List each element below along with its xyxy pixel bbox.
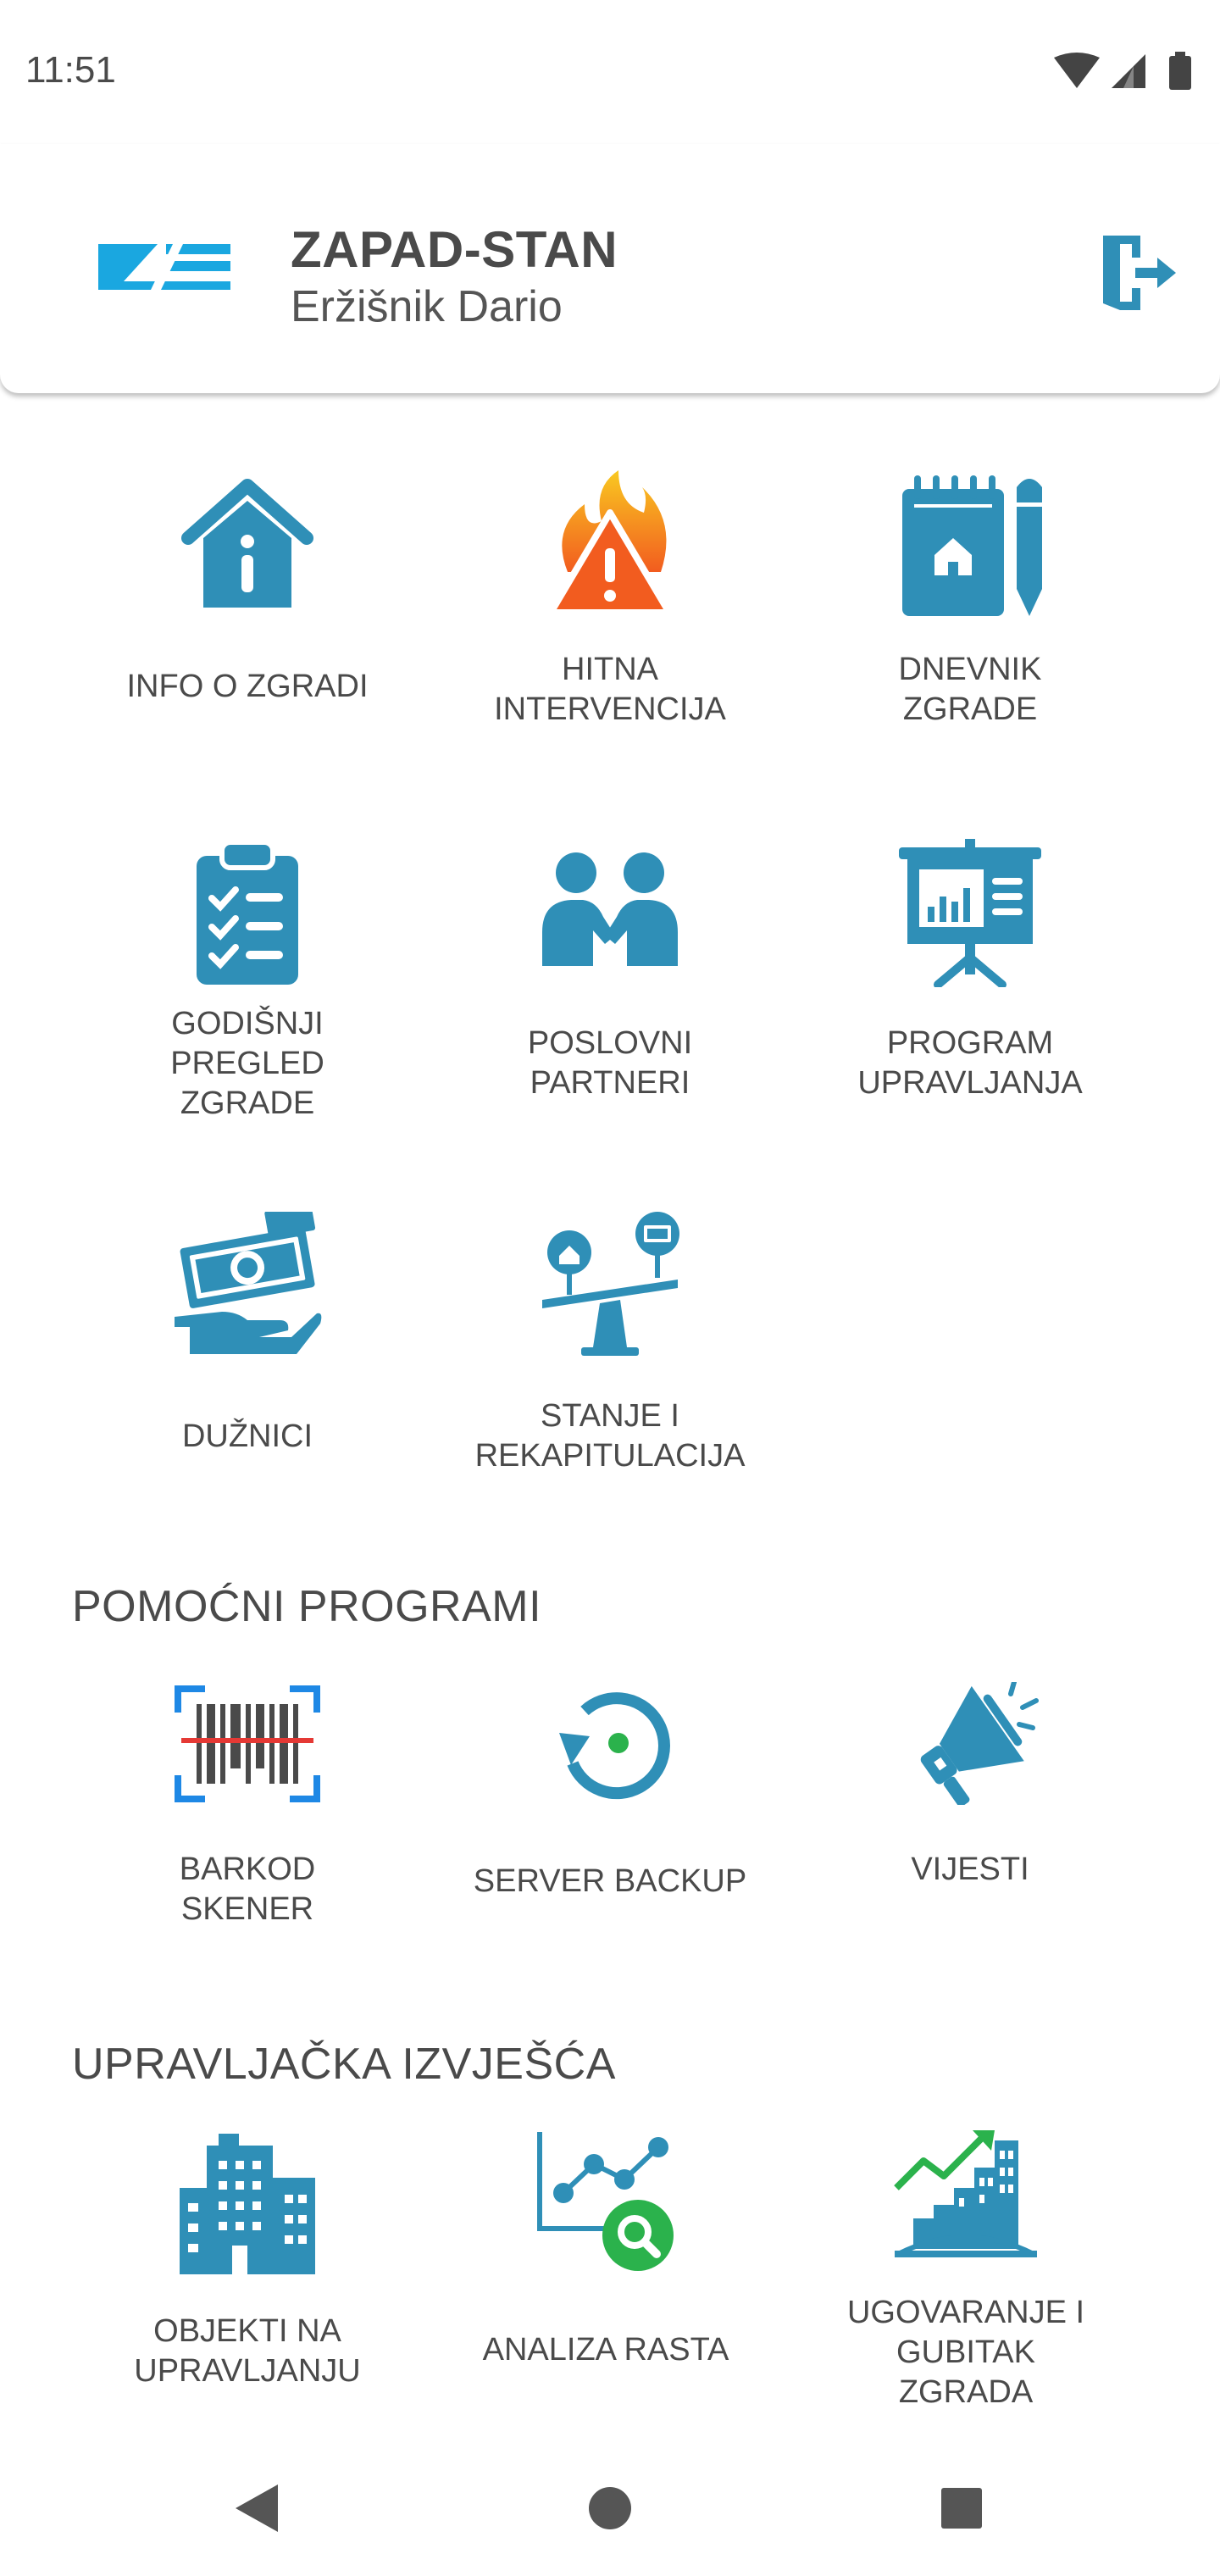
tile-label: HITNA INTERVENCIJA: [494, 652, 726, 727]
tile-label: POSLOVNI PARTNERI: [527, 1025, 693, 1101]
tile-label: DUŽNICI: [181, 1418, 313, 1454]
tile-ugovaranje-gubitak[interactable]: [788, 2127, 1144, 2415]
tile-label: GODIŠNJI PREGLED ZGRADE: [170, 1006, 324, 1121]
section-title-izvjesca: UPRAVLJAČKA IZVJEŠĆA: [72, 2040, 616, 2089]
balance-scale-icon: [534, 1212, 686, 1360]
tile-info-o-zgradi[interactable]: [69, 470, 425, 724]
tile-stanje-rekapitulacija[interactable]: [432, 1212, 788, 1491]
section-title-pomocni: POMOĆNI PROGRAMI: [72, 1582, 542, 1631]
tile-label: OBJEKTI NA UPRAVLJANJU: [134, 2313, 361, 2389]
wifi-icon: [1054, 53, 1100, 88]
growth-analysis-icon: [530, 2127, 682, 2275]
buildings-icon: [171, 2127, 324, 2275]
tile-label: BARKOD SKENER: [179, 1852, 316, 1927]
tile-barkod-skener[interactable]: [69, 1682, 425, 1953]
tile-godisnji-pregled[interactable]: [69, 839, 425, 1127]
tile-label: PROGRAM UPRAVLJANJA: [857, 1025, 1083, 1101]
battery-icon: [1169, 56, 1191, 90]
house-info-icon: [171, 470, 324, 614]
tile-duznici[interactable]: [69, 1212, 425, 1483]
status-time: 11:51: [25, 49, 116, 91]
status-bar: [0, 0, 1220, 144]
tile-poslovni-partneri[interactable]: [432, 839, 788, 1119]
notebook-pencil-icon: [894, 470, 1046, 619]
tile-vijesti[interactable]: [792, 1682, 1148, 1928]
user-name: Eržišnik Dario: [291, 282, 563, 331]
tile-label: STANJE I REKAPITULACIJA: [474, 1398, 746, 1474]
tile-server-backup[interactable]: [432, 1682, 788, 1928]
money-hand-icon: [171, 1212, 324, 1360]
company-logo: [98, 244, 230, 290]
backup-restore-icon: [534, 1682, 686, 1805]
fire-warning-icon: [534, 470, 686, 619]
status-icons: [1045, 51, 1198, 93]
city-growth-icon: [890, 2127, 1042, 2275]
navigation-bar: [0, 2440, 1220, 2576]
tile-dnevnik-zgrade[interactable]: [792, 470, 1148, 750]
tile-program-upravljanja[interactable]: [792, 839, 1148, 1119]
logout-icon[interactable]: [1098, 232, 1179, 314]
company-name: ZAPAD-STAN: [291, 221, 618, 278]
tile-hitna-intervencija[interactable]: [432, 470, 788, 750]
tile-analiza-rasta[interactable]: [428, 2127, 784, 2381]
megaphone-icon: [894, 1682, 1046, 1805]
app-header: [0, 144, 1220, 393]
barcode-scanner-icon: [171, 1682, 324, 1805]
recent-apps-icon[interactable]: [919, 2466, 1004, 2551]
tile-label: ANALIZA RASTA: [482, 2332, 729, 2368]
tile-label: DNEVNIK ZGRADE: [898, 652, 1042, 727]
tile-label: SERVER BACKUP: [473, 1863, 747, 1899]
tile-label: VIJESTI: [911, 1852, 1029, 1887]
back-icon[interactable]: [212, 2466, 297, 2551]
clipboard-checklist-icon: [171, 839, 324, 987]
presentation-board-icon: [894, 839, 1046, 987]
handshake-partners-icon: [534, 839, 686, 987]
tile-objekti-na-upravljanju[interactable]: [69, 2127, 425, 2398]
tile-label: INFO O ZGRADI: [126, 669, 369, 704]
home-icon[interactable]: [568, 2466, 652, 2551]
tile-label: UGOVARANJE I GUBITAK ZGRADA: [846, 2295, 1085, 2410]
